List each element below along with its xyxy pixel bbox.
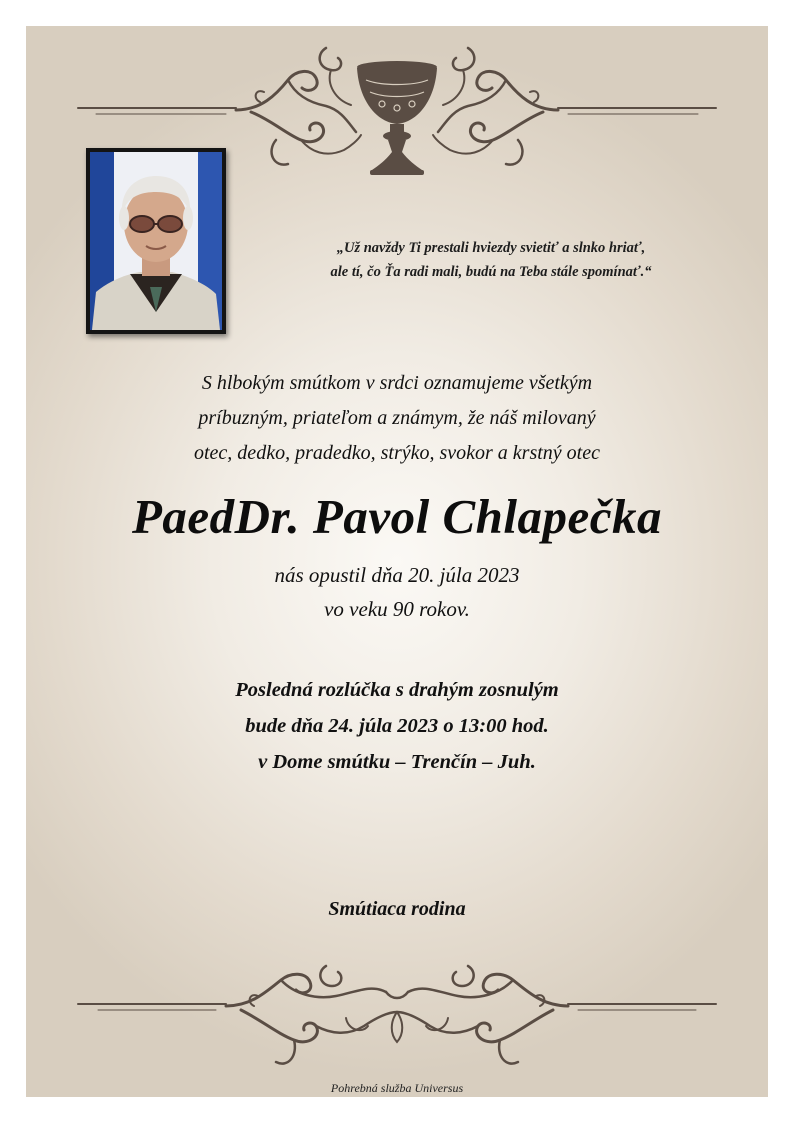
- intro-line-3: otec, dedko, pradedko, strýko, svokor a krstný otec: [194, 442, 600, 464]
- quote-line-1: „Už navždy Ti prestali hviezdy svietiť a slnko hriať,: [336, 240, 646, 256]
- announcement-intro: [26, 366, 768, 471]
- bottom-ornament: [26, 956, 768, 1076]
- flourish-divider-icon: [26, 956, 768, 1076]
- age-line: vo veku 90 rokov.: [324, 597, 470, 621]
- death-details: [26, 558, 768, 626]
- quote-line-2: ale tí, čo Ťa radi mali, budú na Teba stále spomínať.“: [330, 264, 652, 280]
- family-signature: Smútiaca rodina: [328, 898, 466, 920]
- funeral-line-3: v Dome smútku – Trenčín – Juh.: [258, 751, 536, 773]
- memorial-quote: [256, 236, 726, 284]
- death-date-line: nás opustil dňa 20. júla 2023: [274, 563, 520, 587]
- funeral-line-1: Posledná rozlúčka s drahým zosnulým: [235, 679, 559, 701]
- obituary-sheet: [26, 26, 768, 1097]
- intro-line-2: príbuzným, priateľom a známym, že náš milovaný: [198, 407, 596, 429]
- portrait-photo: [86, 148, 226, 334]
- funeral-details: [26, 672, 768, 780]
- funeral-line-2: bude dňa 24. júla 2023 o 13:00 hod.: [245, 715, 549, 737]
- portrait-image: [90, 152, 222, 330]
- deceased-name: PaedDr. Pavol Chlapečka: [131, 489, 663, 544]
- intro-line-1: S hlbokým smútkom v srdci oznamujeme všetkým: [201, 372, 593, 394]
- funeral-service-credit: Pohrebná služba Universus: [330, 1081, 464, 1095]
